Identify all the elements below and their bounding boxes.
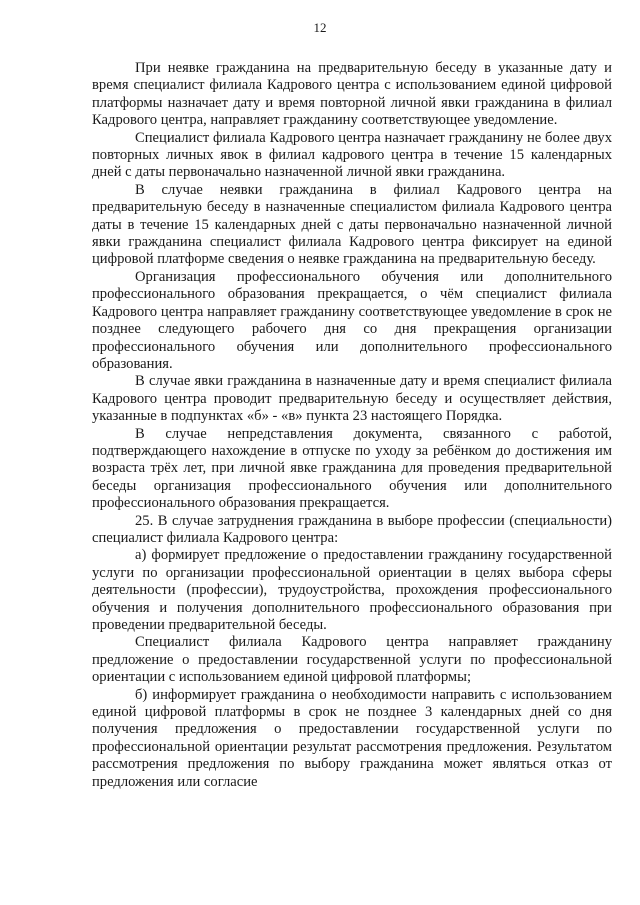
paragraph: Организация профессионального обучения или дополнительного профессионального образования прекращается, о чём специалист филиала Кадрового центра направляет гражданину соответствующее уведомление в срок не позднее следующего рабочего дня со дня прекращения организации профессионального обучения или дополнительного профессионального образования. <box>92 268 612 372</box>
paragraph: В случае неявки гражданина в филиал Кадрового центра на предварительную беседу в назначенные специалистом филиала Кадрового центра даты в течение 15 календарных дней с даты первоначально назначенной личной явки гражданина специалист филиала Кадрового центра фиксирует на единой цифровой платформе сведения о неявке гражданина на предварительную беседу. <box>92 181 612 268</box>
paragraph: 25. В случае затруднения гражданина в выборе профессии (специальности) специалист филиала Кадрового центра: <box>92 512 612 546</box>
paragraph: В случае явки гражданина в назначенные дату и время специалист филиала Кадрового центра проводит предварительную беседу и осуществляет действия, указанные в подпунктах «б» - «в» пункта 23 настоящего Порядка. <box>92 373 612 425</box>
paragraph: а) формирует предложение о предоставлении гражданину государственной услуги по организации профессиональной ориентации в целях выбора сферы деятельности (профессии), трудоустройства, прохождения профессионального обучения и получения дополнительного профессионального образования при проведении предварительной беседы. <box>92 547 612 633</box>
document-body <box>92 60 612 791</box>
page-number: 12 <box>313 20 327 35</box>
paragraph: б) информирует гражданина о необходимости направить с использованием единой цифровой платформы в срок не позднее 3 календарных дней со дня получения предложения о предоставлении государственной услуги по профессиональной ориентации результат рассмотрения предложения. Результатом рассмотрения предложения по выбору гражданина может являться отказ от предложения или согласие <box>92 686 612 790</box>
paragraph: При неявке гражданина на предварительную беседу в указанные дату и время специалист филиала Кадрового центра с использованием единой цифровой платформы назначает дату и время повторной личной явки гражданина в филиал Кадрового центра, направляет гражданину соответствующее уведомление. <box>92 60 612 129</box>
paragraph: Специалист филиала Кадрового центра назначает гражданину не более двух повторных личных явок в филиал кадрового центра в течение 15 календарных дней с даты первоначально назначенной личной явки гражданина. <box>92 129 612 181</box>
paragraph: В случае непредставления документа, связанного с работой, подтверждающего нахождение в отпуске по уходу за ребёнком до достижения им возраста трёх лет, при личной явке гражданина для проведения предварительной беседы организация профессионального обучения или дополнительного профессионального образования прекращается. <box>92 425 612 512</box>
paragraph: Специалист филиала Кадрового центра направляет гражданину предложение о предоставлении государственной услуги по профессиональной ориентации с использованием единой цифровой платформы; <box>92 634 612 686</box>
